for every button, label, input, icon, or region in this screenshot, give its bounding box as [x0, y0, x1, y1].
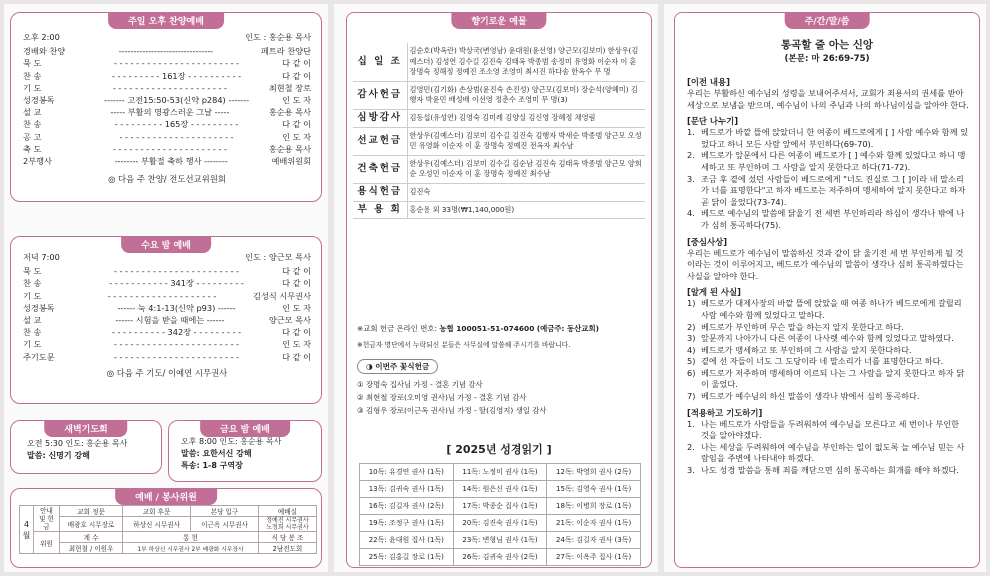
offering-row — [353, 183, 645, 201]
order-detail: - - - - - - - - - - - - - - - - - - - - - - - — [113, 351, 240, 362]
order-detail: - - - - - - - - - 165장 - - - - - - - - - — [114, 119, 239, 130]
sunday-time: 오후 2:00 — [23, 32, 60, 42]
order-person: 다 같 이 — [282, 119, 311, 130]
bible-reading-row — [360, 532, 641, 549]
wednesday-service-box — [10, 236, 322, 404]
application-item — [687, 419, 969, 442]
order-person: 다 같 이 — [282, 58, 311, 69]
order-label: 성경봉독 — [23, 95, 55, 106]
order-label: 찬 송 — [23, 70, 42, 81]
offering-box — [346, 12, 652, 568]
list-text: 베드로가 부인하며 무슨 말을 하는지 알지 못한다고 하다. — [701, 321, 904, 332]
dawn-prayer-title: 새벽기도회 — [44, 420, 127, 437]
bible-reading-cell: 13독: 김귀숙 권사 (1독) — [360, 481, 454, 498]
offering-row — [353, 155, 645, 183]
offering-names: 김진숙 — [407, 183, 645, 201]
list-number: 1. — [687, 127, 695, 138]
list-number: 6) — [687, 367, 696, 378]
bible-reading-cell: 25독: 김홍길 장로 (1독) — [360, 549, 454, 566]
volunteer-cell: 배광호 시무장로 — [60, 517, 123, 532]
section-paragraphs: [문단 나누기] — [687, 116, 739, 127]
offering-type: 감사헌금 — [353, 81, 407, 109]
paragraph-item — [687, 174, 969, 209]
list-text: 베드로가 맹세하고 또 부인하며 그 사람을 알지 못한다하다. — [701, 344, 912, 355]
order-label: 찬 송 — [23, 327, 42, 338]
sunday-order-row — [23, 118, 311, 130]
volunteers-box — [10, 488, 322, 568]
wednesday-order-row — [23, 314, 311, 326]
dawn-prayer-box — [10, 420, 162, 474]
friday-special-song: 특송: 1-8 구역장 — [181, 461, 243, 470]
volunteer-col-header: 교회 정문 — [60, 506, 123, 517]
bible-reading-cell: 15독: 김영숙 권사 (1독) — [547, 481, 641, 498]
flower-offering-item: ② 최현철 장로(오미영 권사)님 가정 - 결혼 기념 감사 — [357, 393, 527, 402]
weekly-sermon-tag: 주/간/말/씀 — [785, 12, 870, 29]
sunday-order-row — [23, 82, 311, 94]
fact-item — [687, 368, 969, 391]
order-detail: - - - - - - - - - - - - - - - - - - - - — [107, 290, 217, 301]
order-label: 주기도문 — [23, 351, 55, 362]
application-item — [687, 465, 969, 477]
order-person: 예배위원회 — [271, 156, 311, 167]
sunday-order-row — [23, 45, 311, 57]
application-item — [687, 442, 969, 465]
sunday-order-row — [23, 57, 311, 69]
list-number: 4. — [687, 208, 695, 219]
wednesday-order-row — [23, 290, 311, 302]
order-label: 기 도 — [23, 82, 42, 93]
bible-reading-cell: 10독: 유경연 권사 (1독) — [360, 464, 454, 481]
sunday-head — [23, 31, 311, 43]
wednesday-order-list — [23, 265, 311, 363]
list-number: 5) — [687, 356, 696, 367]
offering-type: 건축헌금 — [353, 155, 407, 183]
sunday-leader: 인도 : 홍순용 목사 — [245, 32, 311, 42]
bible-reading-cell: 24독: 김길자 권사 (3독) — [547, 532, 641, 549]
order-detail: - - - - - - - - - - 342장 - - - - - - - - - — [111, 327, 242, 338]
bible-reading-cell: 21독: 이순자 권사 (1독) — [547, 515, 641, 532]
order-label: 2부행사 — [23, 156, 52, 167]
page-left — [4, 4, 328, 572]
offering-names: 김동섭(유성연) 김영숙 김미례 김양실 김신영 장혜정 채영림 — [407, 109, 645, 127]
list-text: 베드로 예수님의 말씀에 닭울기 전 세번 부인하리라 하심이 생각나 밖에 나가 심히 통곡하다(75). — [701, 208, 965, 230]
order-label: 기 도 — [23, 339, 42, 350]
bible-reading-cell: 16독: 김길자 권사 (2독) — [360, 498, 454, 515]
volunteers-title: 예배 / 봉사위원 — [115, 488, 217, 505]
volunteer-sub-header: 식 당 봉 조 — [258, 532, 316, 543]
wednesday-order-row — [23, 302, 311, 314]
list-number: 2. — [687, 441, 695, 452]
order-label: 묵 도 — [23, 58, 42, 69]
offering-type: 용식헌금 — [353, 183, 407, 201]
facts-list — [687, 298, 969, 402]
bible-reading-row — [360, 481, 641, 498]
fact-item — [687, 322, 969, 334]
order-person: 다 같 이 — [282, 351, 311, 362]
order-person: 페트라 찬양단 — [260, 46, 311, 57]
order-label: 찬 송 — [23, 119, 42, 130]
dawn-time-leader: 오전 5:30 인도: 홍순용 목사 — [27, 439, 128, 448]
order-person: 다 같 이 — [282, 266, 311, 277]
offering-account-number: 농협 100051-51-074600 — [439, 324, 535, 333]
order-person: 김성식 시무권사 — [253, 290, 311, 301]
volunteer-cell: 하상신 시무권사 — [123, 517, 191, 532]
sunday-service-box — [10, 12, 322, 202]
fact-item — [687, 391, 969, 403]
list-number: 7) — [687, 391, 696, 402]
flower-offering-title: ◑ 이번주 꽃식헌금 — [357, 359, 438, 374]
dawn-sermon: 말씀: 신명기 강해 — [27, 451, 90, 460]
order-person: 최현철 장로 — [268, 82, 311, 93]
order-detail: ------- 고전15:50-53(신약 p284) ------- — [104, 95, 250, 106]
bible-reading-cell: 19독: 조정구 권사 (1독) — [360, 515, 454, 532]
offering-type: 선교헌금 — [353, 127, 407, 155]
bible-reading-table — [359, 463, 641, 566]
list-text: 베드로가 저주하며 맹세하며 이르되 나는 그 사람을 알지 못한다고 하자 닭이 울었다. — [701, 367, 965, 390]
order-label: 찬 송 — [23, 278, 42, 289]
order-label: 경배와 찬양 — [23, 46, 66, 57]
list-number: 1. — [687, 418, 695, 429]
friday-service-box — [168, 420, 322, 482]
offering-row — [353, 127, 645, 155]
fact-item — [687, 333, 969, 345]
list-text: 나는 세상을 두려워하여 예수님을 부인하는 일이 없도록 늘 예수님 믿는 사람임을 주변에 나타내야 하겠다. — [701, 441, 965, 464]
order-label: 묵 도 — [23, 266, 42, 277]
offering-account-prefix: ※교회 헌금 온라인 번호: — [357, 324, 437, 333]
volunteer-cell: 이근옥 시무권사 — [191, 517, 259, 532]
wednesday-order-row — [23, 338, 311, 350]
order-detail: ------ 눅 4:1-13(신약 p93) ------ — [117, 302, 236, 313]
friday-service-title: 금요 밤 예배 — [200, 420, 290, 437]
flower-offering-item: ① 장명숙 집사님 가정 - 결혼 기념 감사 — [357, 380, 483, 389]
list-text: 베드로가 바깥 뜰에 앉았더니 한 여종이 베드로에게 [ ] 사람 예수와 함께 있었다고 하니 모든 사람 앞에서 부인하다(69-70). — [701, 127, 968, 149]
page-middle — [334, 4, 658, 572]
offering-row — [353, 81, 645, 109]
volunteer-cell: 2남전도회 — [258, 543, 316, 554]
volunteer-cell: 정예진 시무권사 노정희 시무권사 — [258, 517, 316, 532]
flower-offering-list — [357, 378, 645, 417]
section-facts: [알게 된 사실] — [687, 287, 741, 298]
wednesday-order-row — [23, 351, 311, 363]
wednesday-order-row — [23, 277, 311, 289]
sunday-order-row — [23, 106, 311, 118]
offering-account — [357, 323, 645, 335]
order-person: 인 도 자 — [282, 302, 311, 313]
bible-reading-title: [ 2025년 성경읽기 ] — [446, 443, 552, 456]
bible-reading-cell: 17독: 박종순 집사 (1독) — [453, 498, 547, 515]
volunteer-month: 4 월 — [20, 506, 34, 554]
sermon-title: 통곡할 줄 아는 신앙 — [780, 39, 874, 51]
wednesday-time: 저녁 7:00 — [23, 252, 60, 262]
order-detail: - - - - - - - - - - - 341장 - - - - - - - - - — [109, 278, 244, 289]
offering-type: 심방감사 — [353, 109, 407, 127]
order-label: 설 교 — [23, 107, 42, 118]
offering-type: 부 용 회 — [353, 201, 407, 219]
list-text: 베드로가 앞문에서 다른 여종이 베드로가 [ ] 예수와 함께 있었다고 하니 맹세하고 또 부인하며 그 사람을 알지 못한다고 하다(71-72). — [701, 150, 966, 172]
bible-reading-cell: 14독: 원은신 권사 (1독) — [453, 481, 547, 498]
order-detail: - - - - - - - - - - - - - - - - - - - - - - - — [113, 58, 240, 69]
order-detail: ----- 부활의 영광스러운 그날 ----- — [110, 107, 230, 118]
order-label: 공 고 — [23, 131, 42, 142]
volunteer-cell: 최현철 / 이원우 — [60, 543, 123, 554]
weekly-sermon-box — [674, 12, 980, 568]
bible-reading-row — [360, 464, 641, 481]
list-number: 2) — [687, 321, 696, 332]
offering-names: 한상우(김예스더) 김보미 김수길 김진숙 김행자 박새순 박종범 양근모 오성민 유영화 이순자 이 훈 장명숙 정예진 전옥자 최수남 — [407, 127, 645, 155]
application-list — [687, 419, 969, 477]
bible-reading-cell: 20독: 김진숙 권사 (1독) — [453, 515, 547, 532]
bible-reading-cell: 26독: 김귀숙 권사 (2독) — [453, 549, 547, 566]
wednesday-next-prayer: ◎ 다음 주 기도/ 이예연 시무권사 — [106, 367, 228, 378]
order-detail: - - - - - - - - - 161장 - - - - - - - - - - — [111, 70, 242, 81]
order-label: 설 교 — [23, 315, 42, 326]
fact-item — [687, 298, 969, 321]
list-text: 나도 성경 말씀을 통해 죄를 깨닫으면 심히 통곡하는 회개를 해야 하겠다. — [701, 465, 959, 476]
volunteer-sub-header: 통 헌 — [123, 532, 259, 543]
order-person: 양근모 목사 — [268, 315, 311, 326]
page-right — [664, 4, 986, 572]
order-detail: - - - - - - - - - - - - - - - - - - - - - - - — [113, 266, 240, 277]
offering-names: 김영민(김기화) 손상범(윤진숙 손진성) 양근모(김보미) 장순석(양혜미) 김행자 박윤민 배성배 이선영 정춘수 조영미 무 명(3) — [407, 81, 645, 109]
order-person: 홍순용 목사 — [268, 107, 311, 118]
bible-reading-cell: 18독: 이병희 장로 (1독) — [547, 498, 641, 515]
offering-title: 향기로운 예물 — [451, 12, 546, 29]
bible-reading-cell: 11독: 노정미 권사 (1독) — [453, 464, 547, 481]
volunteer-col-header: 교회 후문 — [123, 506, 191, 517]
order-person: 인 도 자 — [282, 339, 311, 350]
list-text: 앞문까지 나아가니 다른 여종이 나사렛 예수와 함께 있었다고 말하였다. — [701, 333, 954, 344]
volunteer-col-header: 본당 입구 — [191, 506, 259, 517]
sermon-passage: (본문: 마 26:69-75) — [784, 54, 870, 64]
central-idea-text: 우리는 베드로가 예수님이 말씀하신 것과 같이 닭 울기전 세 번 부인하게 될 것이라는 것이 이루어지고, 베드로가 예수님의 말씀이 생각나 심히 통곡하였다는 사실을 알아야 한다. — [687, 247, 964, 281]
order-label: 기 도 — [23, 290, 42, 301]
paragraph-item — [687, 127, 969, 150]
sunday-order-row — [23, 94, 311, 106]
sunday-order-row — [23, 155, 311, 167]
order-person: 다 같 이 — [282, 278, 311, 289]
paragraph-item — [687, 150, 969, 173]
offering-type: 십 일 조 — [353, 43, 407, 81]
paragraph-item — [687, 208, 969, 231]
bible-reading-cell: 27독: 이옥주 집사 (1독) — [547, 549, 641, 566]
wednesday-service-title: 수요 밤 예배 — [121, 236, 211, 253]
list-number: 4) — [687, 344, 696, 355]
sunday-order-row — [23, 131, 311, 143]
offering-row — [353, 43, 645, 81]
sunday-order-row — [23, 143, 311, 155]
offering-names: 홍순용 외 33명(₩1,140,000원) — [407, 201, 645, 219]
order-person: 다 같 이 — [282, 70, 311, 81]
section-central-idea: [중심사상] — [687, 236, 728, 247]
list-number: 1) — [687, 298, 696, 309]
sunday-service-title: 주일 오후 찬양예배 — [108, 12, 224, 29]
list-text: 나는 베드로가 사람들을 두려워하여 예수님을 모른다고 세 번이나 부인한 것을 알아야겠다. — [701, 418, 960, 441]
offering-account-owner: (예금주: 동산교회) — [536, 324, 599, 333]
bible-reading-row — [360, 549, 641, 566]
list-number: 2. — [687, 150, 695, 161]
volunteer-table — [19, 505, 317, 554]
offering-table — [353, 43, 645, 219]
order-detail: - - - - - - - - - - - - - - - - - - - - - — [119, 131, 234, 142]
section-previous-text: 우리는 부활하신 예수님의 성령을 보내어주셔서, 교회가 죄용서의 권세를 받아 세상으로 보냄을 받으며, 예수님이 나의 주님과 나의 하나님이심을 알아야 한다. — [687, 88, 969, 110]
volunteer-row3-label: 위원 — [34, 532, 60, 554]
fact-item — [687, 356, 969, 368]
offering-names: 한상우(김예스더) 김보미 김수길 김순남 김진숙 김태옥 박종범 양근모 양희순 오성민 이순자 이 훈 장명숙 정예진 최수남 — [407, 155, 645, 183]
offering-note: ※헌금자 명단에서 누락되신 분들은 사무실에 말씀해 주시기를 바랍니다. — [357, 341, 571, 349]
volunteer-cell: 1부 하상신 시무권사 2부 배광화 시무장사 — [123, 543, 259, 554]
list-text: 조금 후 곁에 섰던 사람들이 베드로에게 "너도 진실로 그 [ ]이라 네 말소리가 너를 표명한다"고 하자 베드로는 저주하며 맹세하여 알지 못한다고 하자 곧 닭이 울었다(73-74). — [701, 173, 966, 207]
offering-names: 김순호(박옥란) 박상국(변영남) 윤대원(윤선영) 양근모(김보미) 한상우(김예스더) 김성연 김수길 김진숙 김태옥 박종범 송정미 유영화 이순자 이 훈 장명숙 정해정 정예진 조소영 조영미 최시진 하다솜 한옥수 무 명 — [407, 43, 645, 81]
sunday-next-praise: ◎ 다음 주 찬양/ 전도선교위원회 — [108, 174, 226, 185]
wednesday-leader: 인도 : 양근모 목사 — [245, 252, 311, 262]
wednesday-order-row — [23, 265, 311, 277]
sunday-order-row — [23, 70, 311, 82]
fact-item — [687, 345, 969, 357]
order-detail: -------- 부활절 축하 행사 -------- — [114, 156, 228, 167]
paragraph-list — [687, 127, 969, 231]
list-number: 3. — [687, 465, 695, 476]
volunteer-row1-label: 안내 및 헌금 — [34, 506, 60, 532]
friday-sermon: 말씀: 요한서신 강해 — [181, 449, 252, 458]
order-person: 다 같 이 — [282, 327, 311, 338]
list-number: 3) — [687, 333, 696, 344]
order-label: 축 도 — [23, 143, 42, 154]
order-label: 성경봉독 — [23, 302, 55, 313]
offering-row — [353, 201, 645, 219]
order-detail: -------------------------------- — [118, 46, 214, 57]
volunteer-sub-header: 계 수 — [60, 532, 123, 543]
order-person: 홍순용 목사 — [268, 143, 311, 154]
order-person: 인 도 자 — [282, 95, 311, 106]
list-text: 곁에 선 자들이 너도 그 도당이라 네 말소리가 너를 표명한다고 하다. — [701, 356, 944, 367]
order-detail: - - - - - - - - - - - - - - - - - - - - - - - — [113, 339, 240, 350]
order-person: 인 도 자 — [282, 131, 311, 142]
order-detail: - - - - - - - - - - - - - - - - - - - - - — [112, 82, 227, 93]
flower-offering-item: ③ 김형우 장로(이근옥 권사)님 가정 - 딸(김영지) 생일 감사 — [357, 406, 547, 415]
wednesday-order-row — [23, 326, 311, 338]
friday-time-leader: 오후 8:00 인도: 홍순용 목사 — [181, 437, 282, 446]
bible-reading-cell: 23독: 변형님 권사 (1독) — [453, 532, 547, 549]
bible-reading-cell: 22독: 윤대원 집사 (1독) — [360, 532, 454, 549]
list-number: 3. — [687, 173, 695, 184]
bible-reading-cell: 12독: 박영희 권사 (2독) — [547, 464, 641, 481]
section-application: [적용하고 기도하기] — [687, 407, 763, 418]
offering-row — [353, 109, 645, 127]
bible-reading-row — [360, 498, 641, 515]
section-previous: [이전 내용] — [687, 77, 730, 87]
list-text: 베드로가 예수님의 하신 말씀이 생각나 밖에서 심히 통곡하다. — [701, 391, 920, 402]
sunday-order-list — [23, 45, 311, 167]
volunteer-col-header: 예배실 — [258, 506, 316, 517]
list-text: 베드로가 대제사장의 바깥 뜰에 앉았을 때 여종 하나가 베드로에게 갈릴리 사람 예수와 함께 있었다고 말하다. — [701, 298, 962, 320]
bible-reading-row — [360, 515, 641, 532]
order-detail: - - - - - - - - - - - - - - - - - - - - - — [112, 143, 227, 154]
order-detail: ------ 시험을 받을 때에는 ------ — [115, 315, 225, 326]
